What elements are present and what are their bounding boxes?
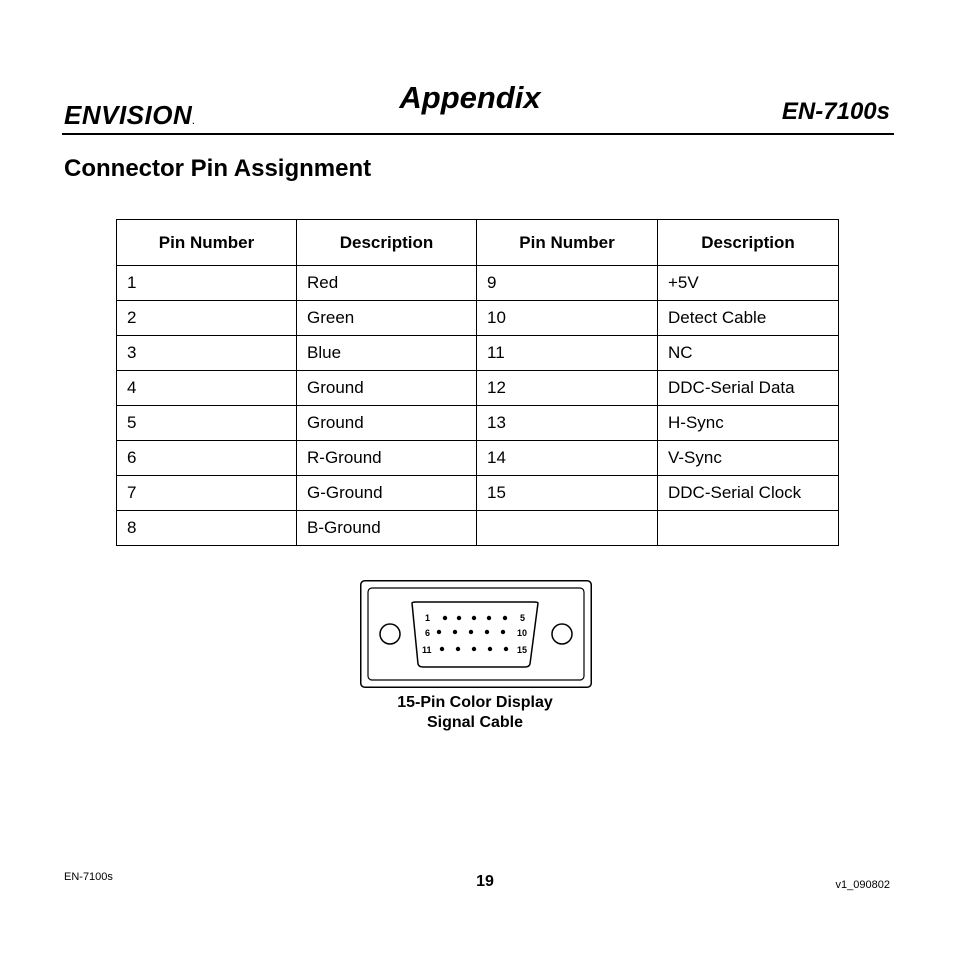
table-cell: 13 — [477, 406, 658, 441]
column-header: Description — [297, 220, 477, 266]
pin-label: 10 — [517, 628, 528, 638]
table-cell — [658, 511, 839, 546]
pin-label: 11 — [422, 645, 432, 655]
table-cell: 11 — [477, 336, 658, 371]
pin-dot — [487, 616, 491, 620]
pin-label: 15 — [517, 645, 528, 655]
table-cell: NC — [658, 336, 839, 371]
right-screw-hole — [552, 624, 572, 644]
table-row — [117, 406, 839, 441]
pin-dot — [456, 647, 460, 651]
table-cell: Blue — [297, 336, 477, 371]
footer-model: EN-7100s — [64, 871, 113, 883]
pin-dot — [485, 630, 489, 634]
pin-dot — [501, 630, 505, 634]
table-cell: 14 — [477, 441, 658, 476]
table-cell: 3 — [117, 336, 297, 371]
table-cell: Red — [297, 266, 477, 301]
table-cell: 12 — [477, 371, 658, 406]
caption-line: 15-Pin Color Display — [397, 694, 553, 711]
pin-dot — [440, 647, 444, 651]
table-cell: V-Sync — [658, 441, 839, 476]
table-cell: Detect Cable — [658, 301, 839, 336]
connector-caption — [340, 693, 610, 733]
table-row — [117, 301, 839, 336]
pin-dot — [453, 630, 457, 634]
table-cell: 7 — [117, 476, 297, 511]
pin-dot — [504, 647, 508, 651]
pin-dot — [469, 630, 473, 634]
table-row — [117, 476, 839, 511]
pin-label: 6 — [425, 628, 431, 638]
table-header-row — [117, 220, 839, 266]
table-cell: 9 — [477, 266, 658, 301]
table-cell: DDC-Serial Clock — [658, 476, 839, 511]
pin-dot — [488, 647, 492, 651]
table-cell: H-Sync — [658, 406, 839, 441]
table-cell: R-Ground — [297, 441, 477, 476]
left-screw-hole — [380, 624, 400, 644]
pin-dot — [503, 616, 507, 620]
page-title: Appendix — [399, 80, 541, 115]
page-number: 19 — [476, 873, 494, 890]
column-header: Pin Number — [117, 220, 297, 266]
pin-dot — [472, 647, 476, 651]
table-cell: DDC-Serial Data — [658, 371, 839, 406]
table-cell: +5V — [658, 266, 839, 301]
section-title: Connector Pin Assignment — [64, 155, 372, 182]
table-cell: Green — [297, 301, 477, 336]
table-cell: Ground — [297, 406, 477, 441]
table-cell: 1 — [117, 266, 297, 301]
table-cell — [477, 511, 658, 546]
logo-mark: . — [192, 117, 195, 126]
table-cell: 6 — [117, 441, 297, 476]
vga-connector-diagram — [360, 580, 592, 688]
table-cell: 10 — [477, 301, 658, 336]
column-header: Pin Number — [477, 220, 658, 266]
table-cell: 15 — [477, 476, 658, 511]
model-name: EN-7100s — [781, 98, 890, 125]
pin-dot — [443, 616, 447, 620]
pin-label: 1 — [425, 613, 431, 623]
pin-assignment-table — [116, 219, 839, 546]
table-cell: G-Ground — [297, 476, 477, 511]
table-row — [117, 511, 839, 546]
pin-dot — [457, 616, 461, 620]
table-cell: Ground — [297, 371, 477, 406]
table-row — [117, 266, 839, 301]
table-cell: B-Ground — [297, 511, 477, 546]
footer-version: v1_090802 — [835, 879, 890, 891]
table-row — [117, 371, 839, 406]
table-cell: 4 — [117, 371, 297, 406]
header-divider — [62, 133, 894, 135]
column-header: Description — [658, 220, 839, 266]
table-cell: 2 — [117, 301, 297, 336]
table-cell: 5 — [117, 406, 297, 441]
pin-label: 5 — [520, 613, 526, 623]
table-row — [117, 441, 839, 476]
pin-dot — [472, 616, 476, 620]
pin-dot — [437, 630, 441, 634]
logo-text: ENVISION — [64, 100, 193, 130]
table-row — [117, 336, 839, 371]
table-cell: 8 — [117, 511, 297, 546]
caption-line: Signal Cable — [426, 714, 524, 731]
